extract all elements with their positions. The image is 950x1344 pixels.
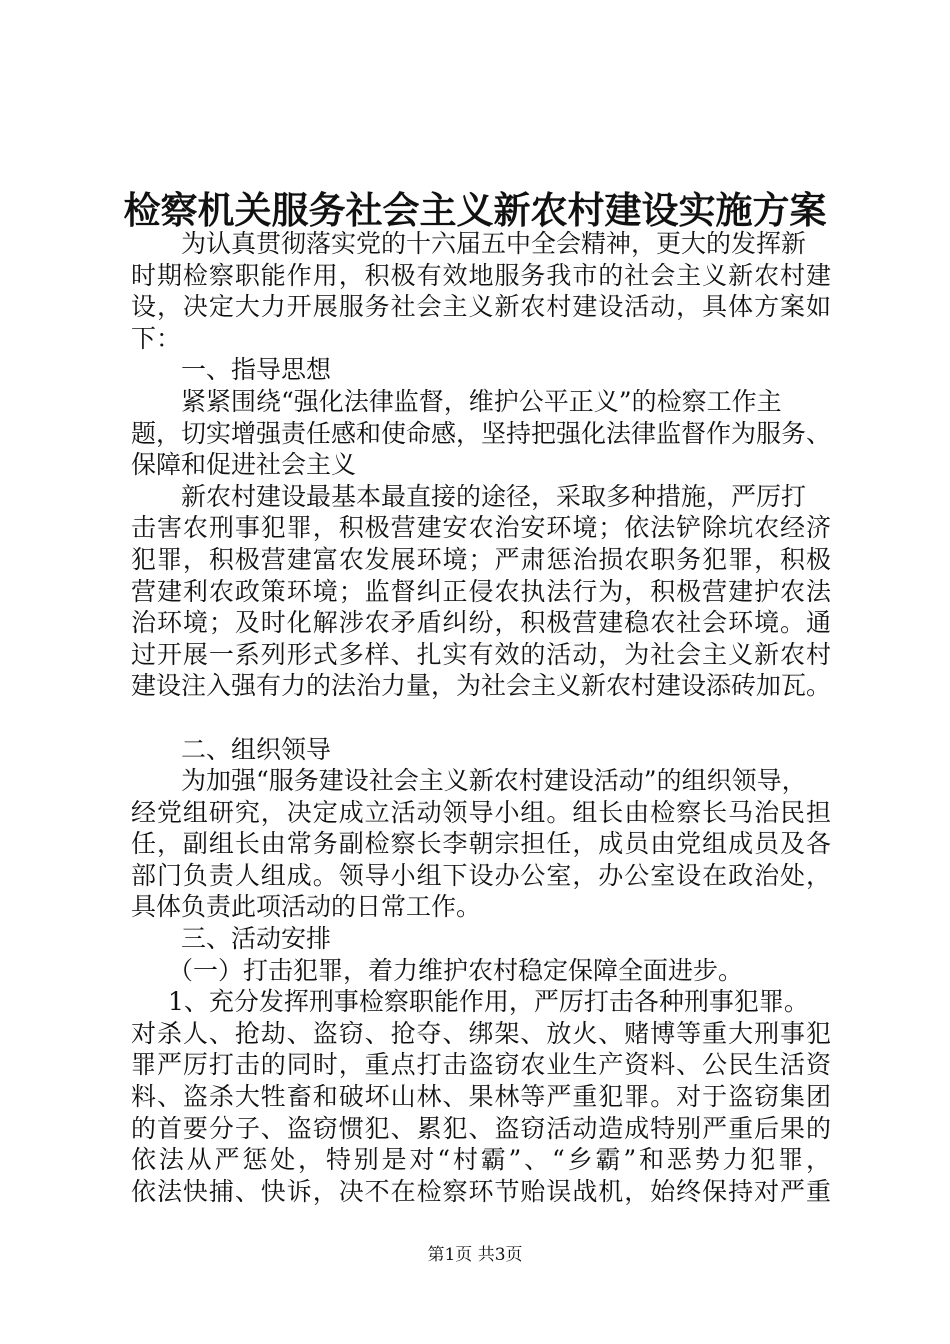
section-heading: 三、活动安排 (181, 924, 332, 954)
blank-line (131, 702, 831, 734)
paragraph-line: 建设注入强有力的法治力量，为社会主义新农村建设添砖加瓦。 (131, 671, 831, 701)
paragraph-line: 设，决定大力开展服务社会主义新农村建设活动，具体方案如 (131, 292, 831, 322)
page-footer: 第1页 共3页 (427, 1245, 523, 1265)
paragraph-line: 保障和促进社会主义 (131, 450, 357, 480)
paragraph-line: 任，副组长由常务副检察长李朝宗担任，成员由党组成员及各 (131, 829, 831, 859)
section-heading: 二、组织领导 (181, 734, 332, 764)
paragraph-line: 1、充分发挥刑事检察职能作用，严厉打击各种刑事犯罪。 (168, 987, 809, 1017)
document-body (131, 228, 831, 1207)
document-title: 检察机关服务社会主义新农村建设实施方案 (123, 188, 827, 232)
paragraph-line: 新农村建设最基本最直接的途径，采取多种措施，严厉打 (181, 481, 807, 511)
paragraph-line: 为加强“服务建设社会主义新农村建设活动”的组织领导， (181, 766, 807, 796)
paragraph-line: 罪严厉打击的同时，重点打击盗窃农业生产资料、公民生活资 (131, 1050, 831, 1080)
subsection-heading: （一）打击犯罪，着力维护农村稳定保障全面进步。 (168, 955, 744, 985)
paragraph-line: 料、盗杀大牲畜和破坏山林、果林等严重犯罪。对于盗窃集团 (131, 1082, 831, 1112)
paragraph-line: 营建利农政策环境；监督纠正侵农执法行为，积极营建护农法 (131, 576, 831, 606)
paragraph-line: 为认真贯彻落实党的十六届五中全会精神，更大的发挥新 (181, 229, 807, 258)
paragraph-line: 犯罪，积极营建富农发展环境；严肃惩治损农职务犯罪，积极 (131, 544, 831, 574)
paragraph-line: 击害农刑事犯罪，积极营建安农治安环境；依法铲除坑农经济 (131, 513, 831, 543)
paragraph-line: 的首要分子、盗窃惯犯、累犯、盗窃活动造成特别严重后果的 (131, 1113, 831, 1143)
paragraph-line: 紧紧围绕“强化法律监督，维护公平正义”的检察工作主 (181, 386, 782, 416)
paragraph-line: 具体负责此项活动的日常工作。 (131, 892, 482, 922)
paragraph-line: 依法快捕、快诉，决不在检察环节贻误战机，始终保持对严重 (131, 1176, 831, 1206)
paragraph-line: 依法从严惩处，特别是对“村霸”、“乡霸”和恶势力犯罪， (131, 1145, 831, 1175)
paragraph-line: 对杀人、抢劫、盗窃、抢夺、绑架、放火、赌博等重大刑事犯 (131, 1018, 831, 1048)
paragraph-line: 治环境；及时化解涉农矛盾纠纷，积极营建稳农社会环境。通 (131, 608, 831, 638)
paragraph-line: 题，切实增强责任感和使命感，坚持把强化法律监督作为服务、 (131, 418, 831, 448)
paragraph-line: 部门负责人组成。领导小组下设办公室，办公室设在政治处， (131, 860, 831, 890)
paragraph-line: 时期检察职能作用，积极有效地服务我市的社会主义新农村建 (131, 260, 831, 290)
section-heading: 一、指导思想 (181, 355, 332, 385)
paragraph-line: 经党组研究，决定成立活动领导小组。组长由检察长马治民担 (131, 797, 831, 827)
paragraph-line: 过开展一系列形式多样、扎实有效的活动，为社会主义新农村 (131, 639, 831, 669)
paragraph-line: 下： (131, 323, 182, 353)
